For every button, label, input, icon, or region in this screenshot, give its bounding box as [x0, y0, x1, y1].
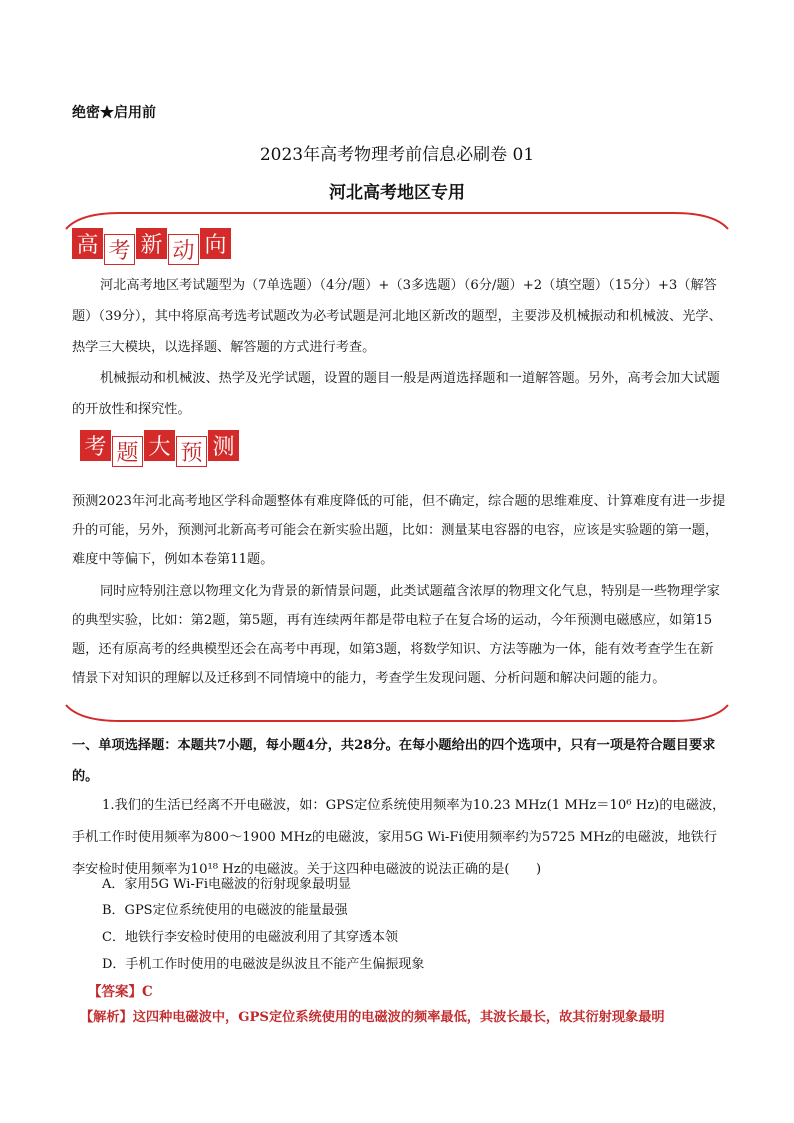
paper-title: 2023年高考物理考前信息必刷卷 01 [259, 145, 535, 165]
trends-paragraph-2: 机械振动和机械波、热学及光学试题，设置的题目一般是两道选择题和一道解答题。另外，高考会加大试题的开放性和探究性。 [72, 371, 720, 417]
badge-char: 测 [208, 430, 239, 461]
trends-paragraph-1: 河北高考地区考试题型为（7单选题）（4分/题）+（3多选题）（6分/题）+2（填空题）（15分）+3（解答题）（39分），其中将原高考选考试题改为必考试题是河北地区新改的题型，主要涉及机械振动和机械波、光学、热学三大模块，以选择题、解答题的方式进行考查。 [72, 278, 722, 355]
trends-section [72, 270, 726, 425]
option-c: C．地铁行李安检时使用的电磁波利用了其穿透本领 [102, 930, 398, 945]
bottom-divider-curve [60, 703, 734, 725]
option-a: A．家用5G Wi-Fi电磁波的衍射现象最明显 [102, 877, 352, 892]
confidential-label: 绝密★启用前 [72, 105, 156, 121]
badge-char: 向 [200, 228, 231, 259]
new-trends-badge [72, 228, 232, 264]
paper-subtitle [0, 178, 794, 203]
question-1-line-1: 1.我们的生活已经离不开电磁波，如：GPS定位系统使用频率为10.23 MHz(1 MHz＝10⁶ Hz)的电磁波， [102, 798, 726, 813]
badge-char: 考 [104, 234, 135, 265]
question-1-line-2: 手机工作时使用频率为800～1900 MHz的电磁波，家用5G Wi-Fi使用频率约为5725 MHz的电磁波，地铁行 [72, 830, 718, 845]
question-1-stem [102, 790, 742, 822]
badge-char: 题 [112, 436, 143, 467]
badge-char: 预 [176, 436, 207, 467]
badge-char: 考 [80, 430, 111, 461]
question-1-line-3: 李安检时使用频率为10¹⁸ Hz的电磁波。关于这四种电磁波的说法正确的是( ) [72, 862, 542, 877]
prediction-badge [80, 430, 240, 466]
option-d: D．手机工作时使用的电磁波是纵波且不能产生偏振现象 [102, 957, 425, 972]
badge-char: 动 [168, 234, 199, 265]
subtitle-text: 河北高考地区专用 [329, 183, 465, 203]
prediction-paragraph-1: 预测2023年河北高考地区学科命题整体有难度降低的可能，但不确定，综合题的思维难度、计算难度有进一步提升的可能，另外，预测河北新高考可能会在新实验出题，比如：测量某电容器的电容，应该是实验题的第一题，难度中等偏下，例如本卷第11题。 [72, 494, 726, 567]
badge-char: 高 [72, 228, 103, 259]
option-b: B．GPS定位系统使用的电磁波的能量最强 [102, 903, 348, 918]
badge-char: 大 [144, 430, 175, 461]
prediction-paragraph-2: 同时应特别注意以物理文化为背景的新情景问题，此类试题蕴含浓厚的物理文化气息，特别是一些物理学家的典型实验，比如：第2题，第5题，再有连续两年都是带电粒子在复合场的运动，今年预测电磁感应，如第15题，还有原高考的经典模型还会在高考中再现，如第3题，将数学知识、方法等融为一体，能有效考查学生在新情景下对知识的理解以及迁移到不同情境中的能力，考查学生发现问题、分析问题和解决问题的能力。 [72, 584, 720, 686]
badge-char: 新 [136, 228, 167, 259]
answer-label: 【答案】C [88, 984, 153, 1000]
analysis-text: 【解析】这四种电磁波中，GPS定位系统使用的电磁波的频率最低，其波长最长，故其衍射现象最明 [80, 1010, 665, 1025]
prediction-section [72, 487, 726, 693]
section-heading: 一、单项选择题：本题共7小题，每小题4分，共28分。在每小题给出的四个选项中，只有一项是符合题目要求的。 [72, 738, 716, 784]
